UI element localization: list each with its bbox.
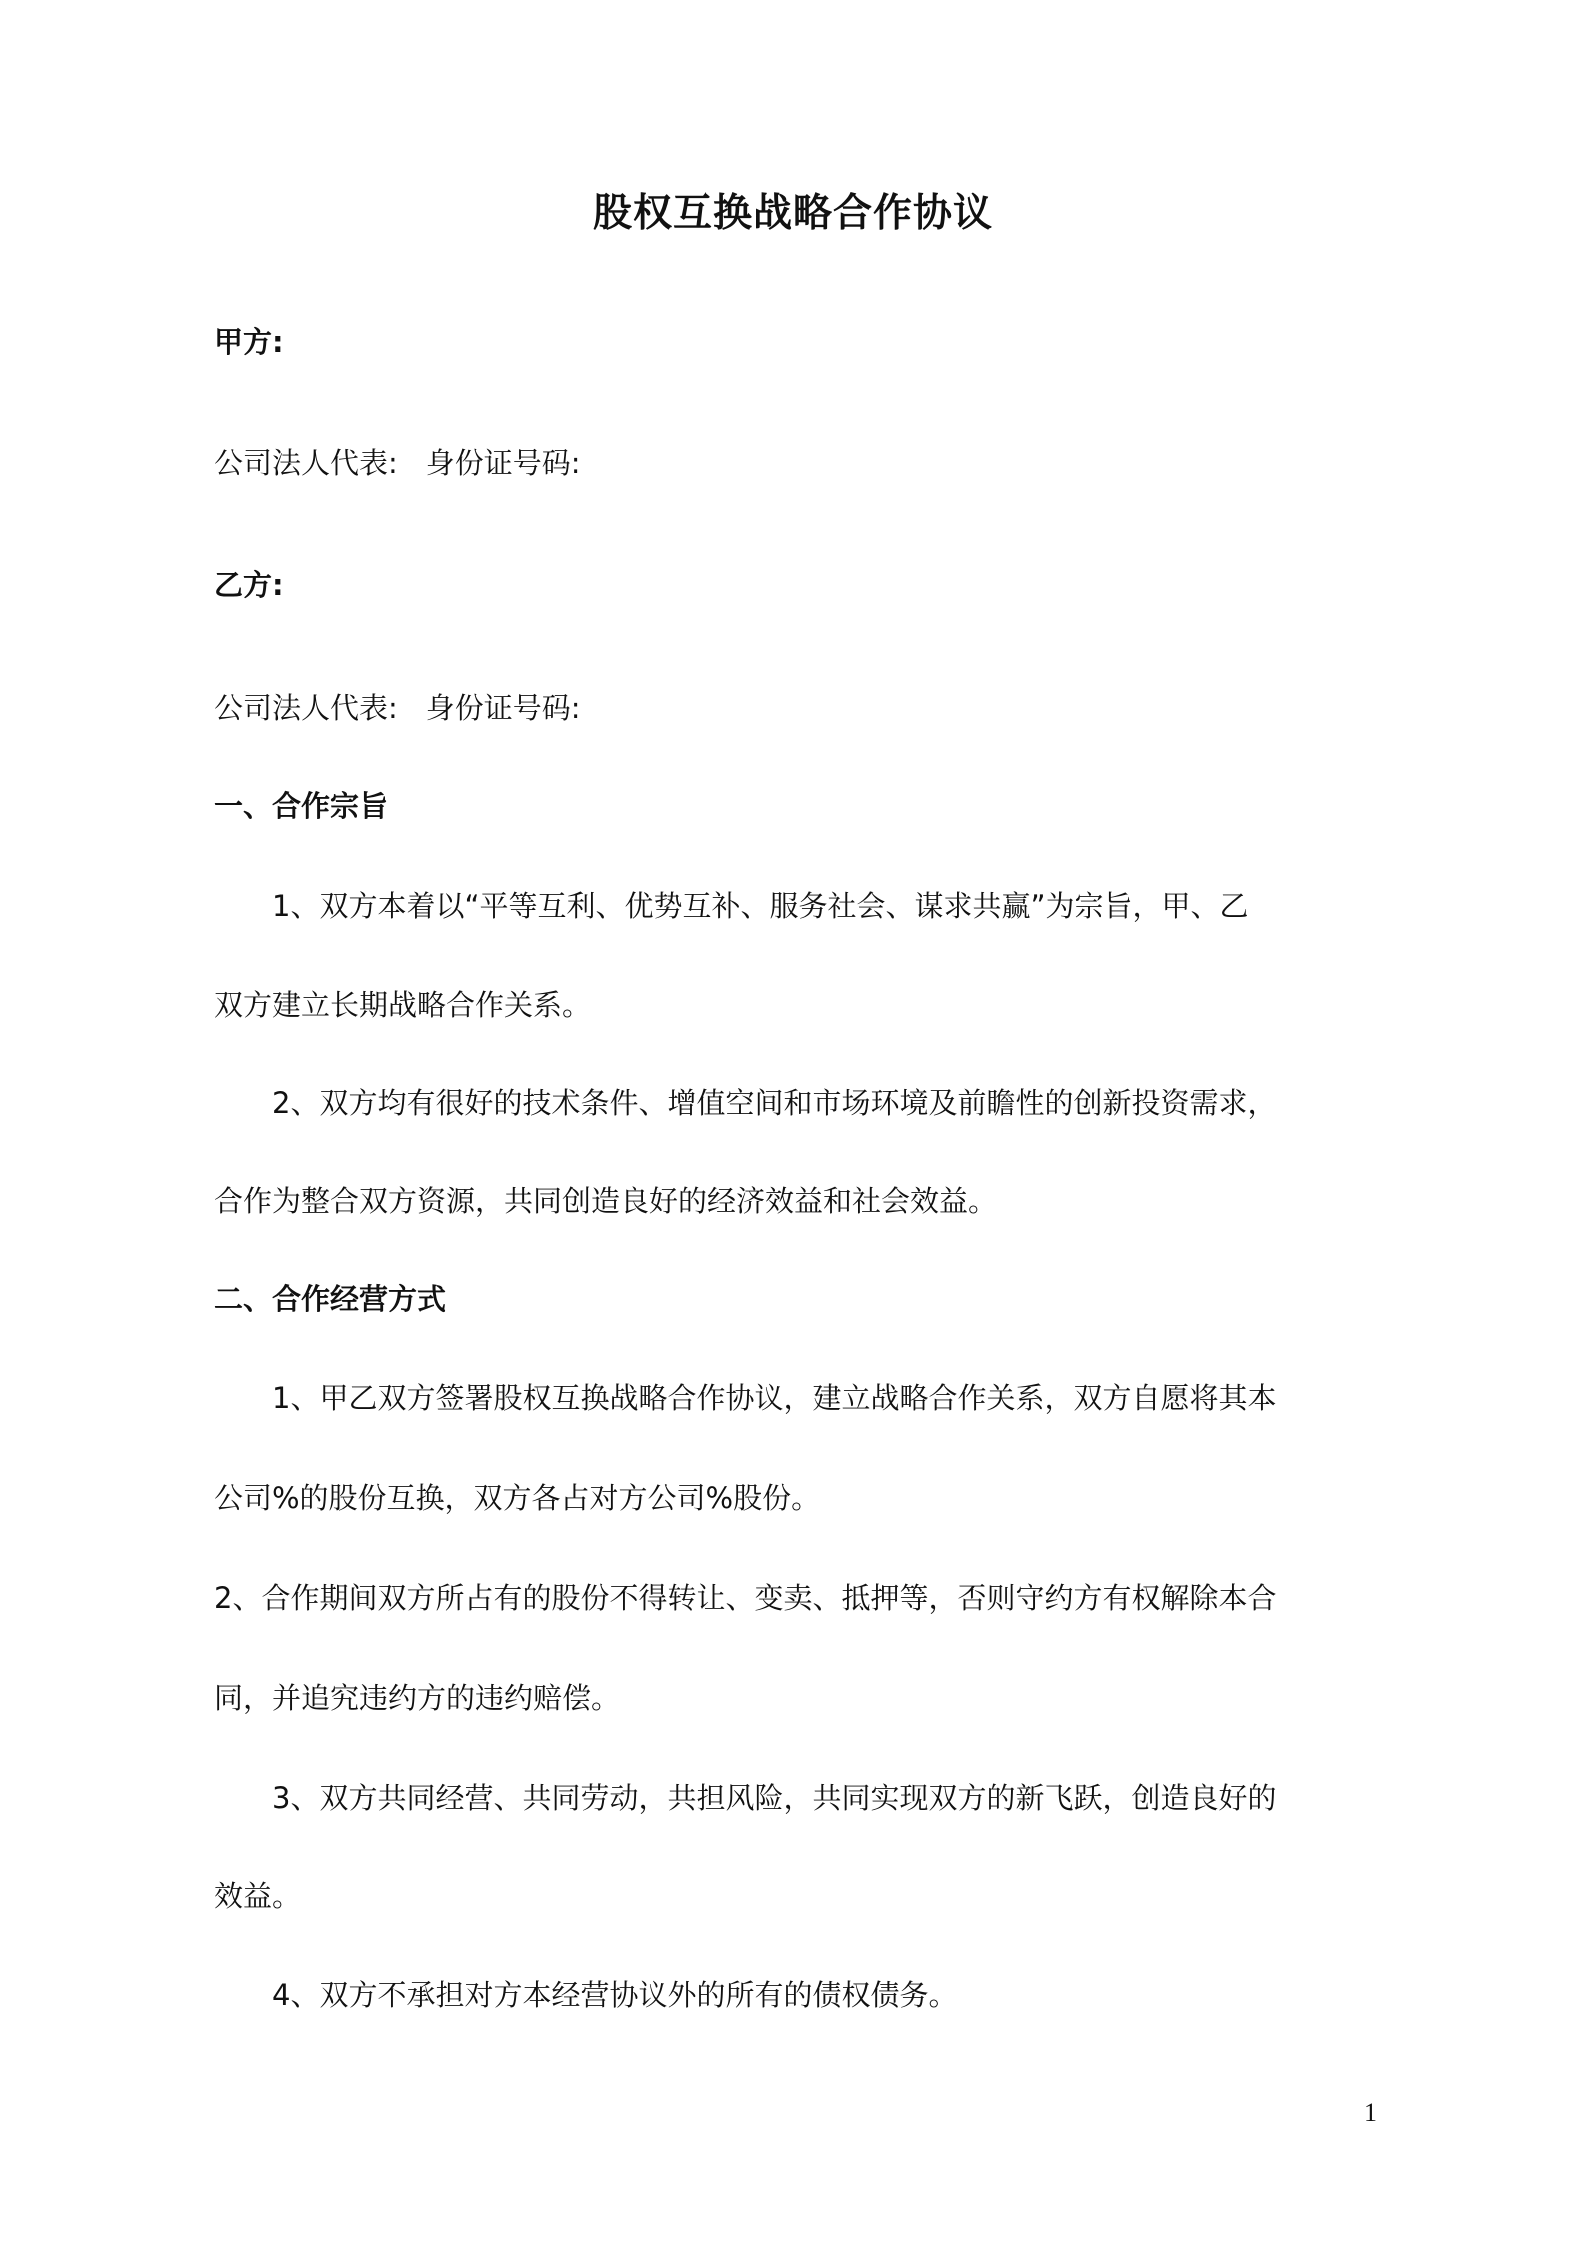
party-a-info-line xyxy=(214,443,1354,483)
party-b-rep-label: 公司法人代表: xyxy=(214,691,398,725)
section2-p4-line1: 4、双方不承担对方本经营协议外的所有的债权债务。 xyxy=(272,1978,958,2012)
party-b-info-line xyxy=(214,688,1354,728)
page-number: 1 xyxy=(1364,2098,1377,2127)
party-a-rep-label: 公司法人代表: xyxy=(214,446,398,480)
section2-p2-line2: 同，并追究违约方的违约赔偿。 xyxy=(214,1681,621,1715)
section1-p1-line2: 双方建立长期战略合作关系。 xyxy=(214,988,592,1022)
document-title: 股权互换战略合作协议 xyxy=(592,191,993,236)
section2-p3-line2: 效益。 xyxy=(214,1879,302,1913)
section2-heading: 二、合作经营方式 xyxy=(214,1282,447,1316)
section1-p1-line1: 1、双方本着以“平等互利、优势互补、服务社会、谋求共赢”为宗旨，甲、乙 xyxy=(272,889,1249,923)
section1-heading: 一、合作宗旨 xyxy=(214,789,389,823)
section1-p2-line2: 合作为整合双方资源，共同创造良好的经济效益和社会效益。 xyxy=(214,1184,998,1218)
section2-p1-line2: 公司%的股份互换，双方各占对方公司%股份。 xyxy=(214,1481,821,1515)
section2-p1-line1: 1、甲乙双方签署股权互换战略合作协议，建立战略合作关系，双方自愿将其本 xyxy=(272,1381,1277,1415)
section1-p2-line1: 2、双方均有很好的技术条件、增值空间和市场环境及前瞻性的创新投资需求， xyxy=(272,1086,1277,1120)
party-b-label: 乙方: xyxy=(214,568,284,602)
party-b-id-label: 身份证号码: xyxy=(425,691,581,725)
party-a-id-label: 身份证号码: xyxy=(425,446,581,480)
section2-p2-line1: 2、合作期间双方所占有的股份不得转让、变卖、抵押等，否则守约方有权解除本合 xyxy=(214,1581,1277,1615)
section2-p3-line1: 3、双方共同经营、共同劳动，共担风险，共同实现双方的新飞跃，创造良好的 xyxy=(272,1781,1277,1815)
party-a-label: 甲方: xyxy=(214,325,284,359)
